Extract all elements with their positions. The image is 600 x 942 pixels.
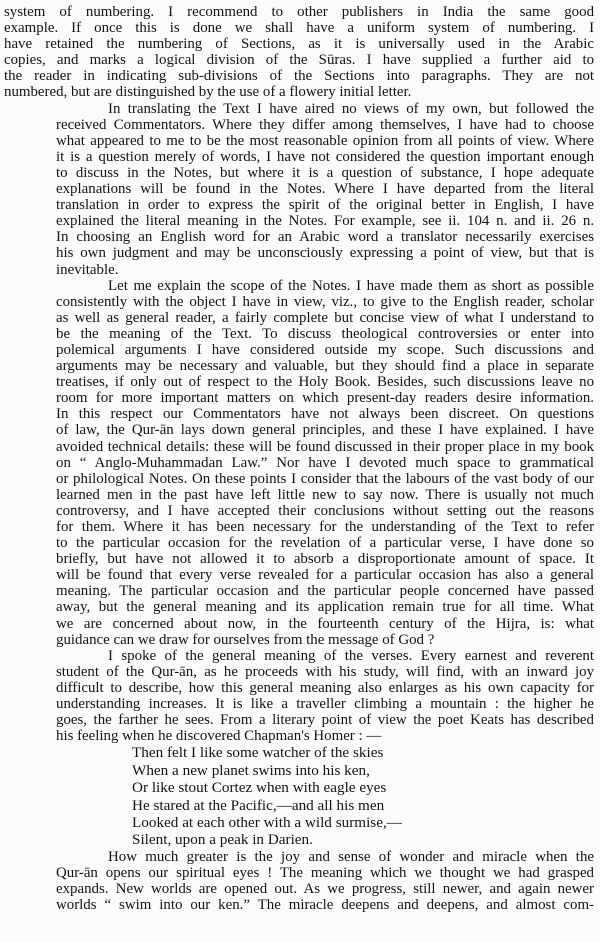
text-line: received Commentators. Where they differ among themselves, I have had to choose <box>56 116 594 133</box>
text-line: will be found that every verse revealed for a particular occasion has also a general <box>56 567 594 584</box>
text-line: system of numbering. I recommend to other publishers in India the same good <box>4 4 594 20</box>
text-line: as well as general reader, a fairly complete but concise view of what I understand to <box>56 309 594 326</box>
text-line: to the particular occasion for the revelation of a particular verse, I have done so <box>56 535 594 552</box>
text-line: the reader in indicating sub-divisions of the Sections into paragraphs. They are not <box>4 68 594 85</box>
paragraph-general-meaning <box>4 648 594 745</box>
text-line: explained the literal meaning in the Notes. For example, see ii. 104 n. and ii. 26 n. <box>56 213 594 230</box>
text-line: treatises, if only out of respect to the Holy Book. Besides, such discussions leave no <box>56 374 594 391</box>
text-line: goes, the farther he sees. From a literary point of view the poet Keats has described <box>56 712 594 729</box>
paragraph-numbering <box>4 4 594 101</box>
text-line: In translating the Text I have aired no views of my own, but followed the <box>108 100 594 117</box>
text-line: student of the Qur-ān, as he proceeds with his study, will find, with an inward joy <box>56 663 594 680</box>
text-line: we are concerned about now, in the fourteenth century of the Hijra, is: what <box>56 615 594 632</box>
text-line: numbered, but are distinguished by the use of a flowery initial letter. <box>4 84 412 101</box>
text-line: explanations will be found in the Notes. Where I have departed from the literal <box>56 181 594 198</box>
text-line: I spoke of the general meaning of the verses. Every earnest and reverent <box>108 647 594 664</box>
text-line: Let me explain the scope of the Notes. I have made them as short as possible <box>108 277 594 294</box>
text-line: of law, the Qur-ān lays down general principles, and these I have explained. I have <box>56 422 594 439</box>
verse-line: Or like stout Cortez when with eagle eyes <box>132 779 387 797</box>
text-line: How much greater is the joy and sense of wonder and miracle when the <box>108 848 594 865</box>
paragraph-notes-scope <box>4 278 594 648</box>
text-line: to discuss in the Notes, but where it is a question of substance, I hope adequate <box>56 164 594 181</box>
verse-line: When a new planet swims into his ken, <box>132 761 370 779</box>
text-line: on “ Anglo-Muhammadan Law.” Nor have I devoted much space to grammatical <box>56 454 594 471</box>
text-line: room for more important matters on which present-day readers desire information. <box>56 390 594 407</box>
text-line: polemical arguments I have considered outside my scope. Such discussions and <box>56 341 594 358</box>
text-line: be the meaning of the Text. To discuss theological controversies or enter into <box>56 325 594 342</box>
text-line: briefly, but have not allowed it to absorb a disproportionate amount of space. It <box>56 551 594 568</box>
text-line: understanding increases. It is like a traveller climbing a mountain : the higher he <box>56 696 594 713</box>
text-line: difficult to describe, how this general meaning also enlarges as his own capacity for <box>56 679 594 696</box>
text-line: or philological Notes. On these points I consider that the labours of the vast body of our <box>56 470 594 487</box>
text-line: consistently with the object I have in view, viz., to give to the English reader, scholar <box>56 293 594 310</box>
keats-verse-quote <box>4 744 594 848</box>
verse-line: He stared at the Pacific,—and all his men <box>132 796 385 814</box>
verse-line: Then felt I like some watcher of the skies <box>132 744 384 762</box>
text-line: avoided technical details: these will be found discussed in their proper place in my book <box>56 438 594 455</box>
text-line: away, but the general meaning and its application remain true for all time. What <box>56 599 594 616</box>
text-line: copies, and marks a logical division of the Sūras. I have supplied a further aid to <box>4 52 594 69</box>
verse-line: Silent, upon a peak in Darien. <box>132 831 313 849</box>
text-line: expands. New worlds are opened out. As we progress, still newer, and again newer <box>56 880 594 897</box>
text-line: learned men in the past have left little new to say now. There is usually not much <box>56 486 594 503</box>
verse-line: Looked at each other with a wild surmise,— <box>132 813 402 831</box>
text-line: it is a question merely of words, I have not considered the question important enough <box>56 148 594 165</box>
text-line: arguments may be necessary and valuable, but they should find a place in separate <box>56 358 594 375</box>
text-line: In choosing an English word for an Arabic word a translator necessarily exercises <box>56 229 594 246</box>
text-line: Qur-ān opens our spiritual eyes ! The meaning which we thought we had grasped <box>56 864 594 881</box>
text-line: worlds “ swim into our ken.” The miracle deepens and deepens, and almost com- <box>56 897 594 914</box>
text-line: example. If once this is done we shall have a uniform system of numbering. I <box>4 20 594 37</box>
text-line: inevitable. <box>56 261 119 278</box>
text-line: In this respect our Commentators have not always been discreet. On questions <box>56 406 594 423</box>
paragraph-translation <box>4 101 594 278</box>
text-line: his feeling when he discovered Chapman's Homer : — <box>56 728 382 745</box>
text-line: his own judgment and may be unconsciously expressing a point of view, but that is <box>56 245 594 262</box>
text-line: have retained the numbering of Sections, as it is universally used in the Arabic <box>4 36 594 53</box>
paragraph-spiritual-eyes <box>4 849 594 913</box>
text-line: translation in order to express the spirit of the original better in English, I have <box>56 197 594 214</box>
text-line: controversy, and I have accepted their conclusions without setting out the reasons <box>56 502 594 519</box>
text-line: guidance can we draw for ourselves from the message of God ? <box>56 631 435 648</box>
text-line: meaning. The particular occasion and the particular people concerned have passed <box>56 583 594 600</box>
text-line: what appeared to me to be the most reasonable opinion from all points of view. Where <box>56 132 594 149</box>
text-line: for them. Where it has been necessary for the understanding of the Text to refer <box>56 519 594 535</box>
